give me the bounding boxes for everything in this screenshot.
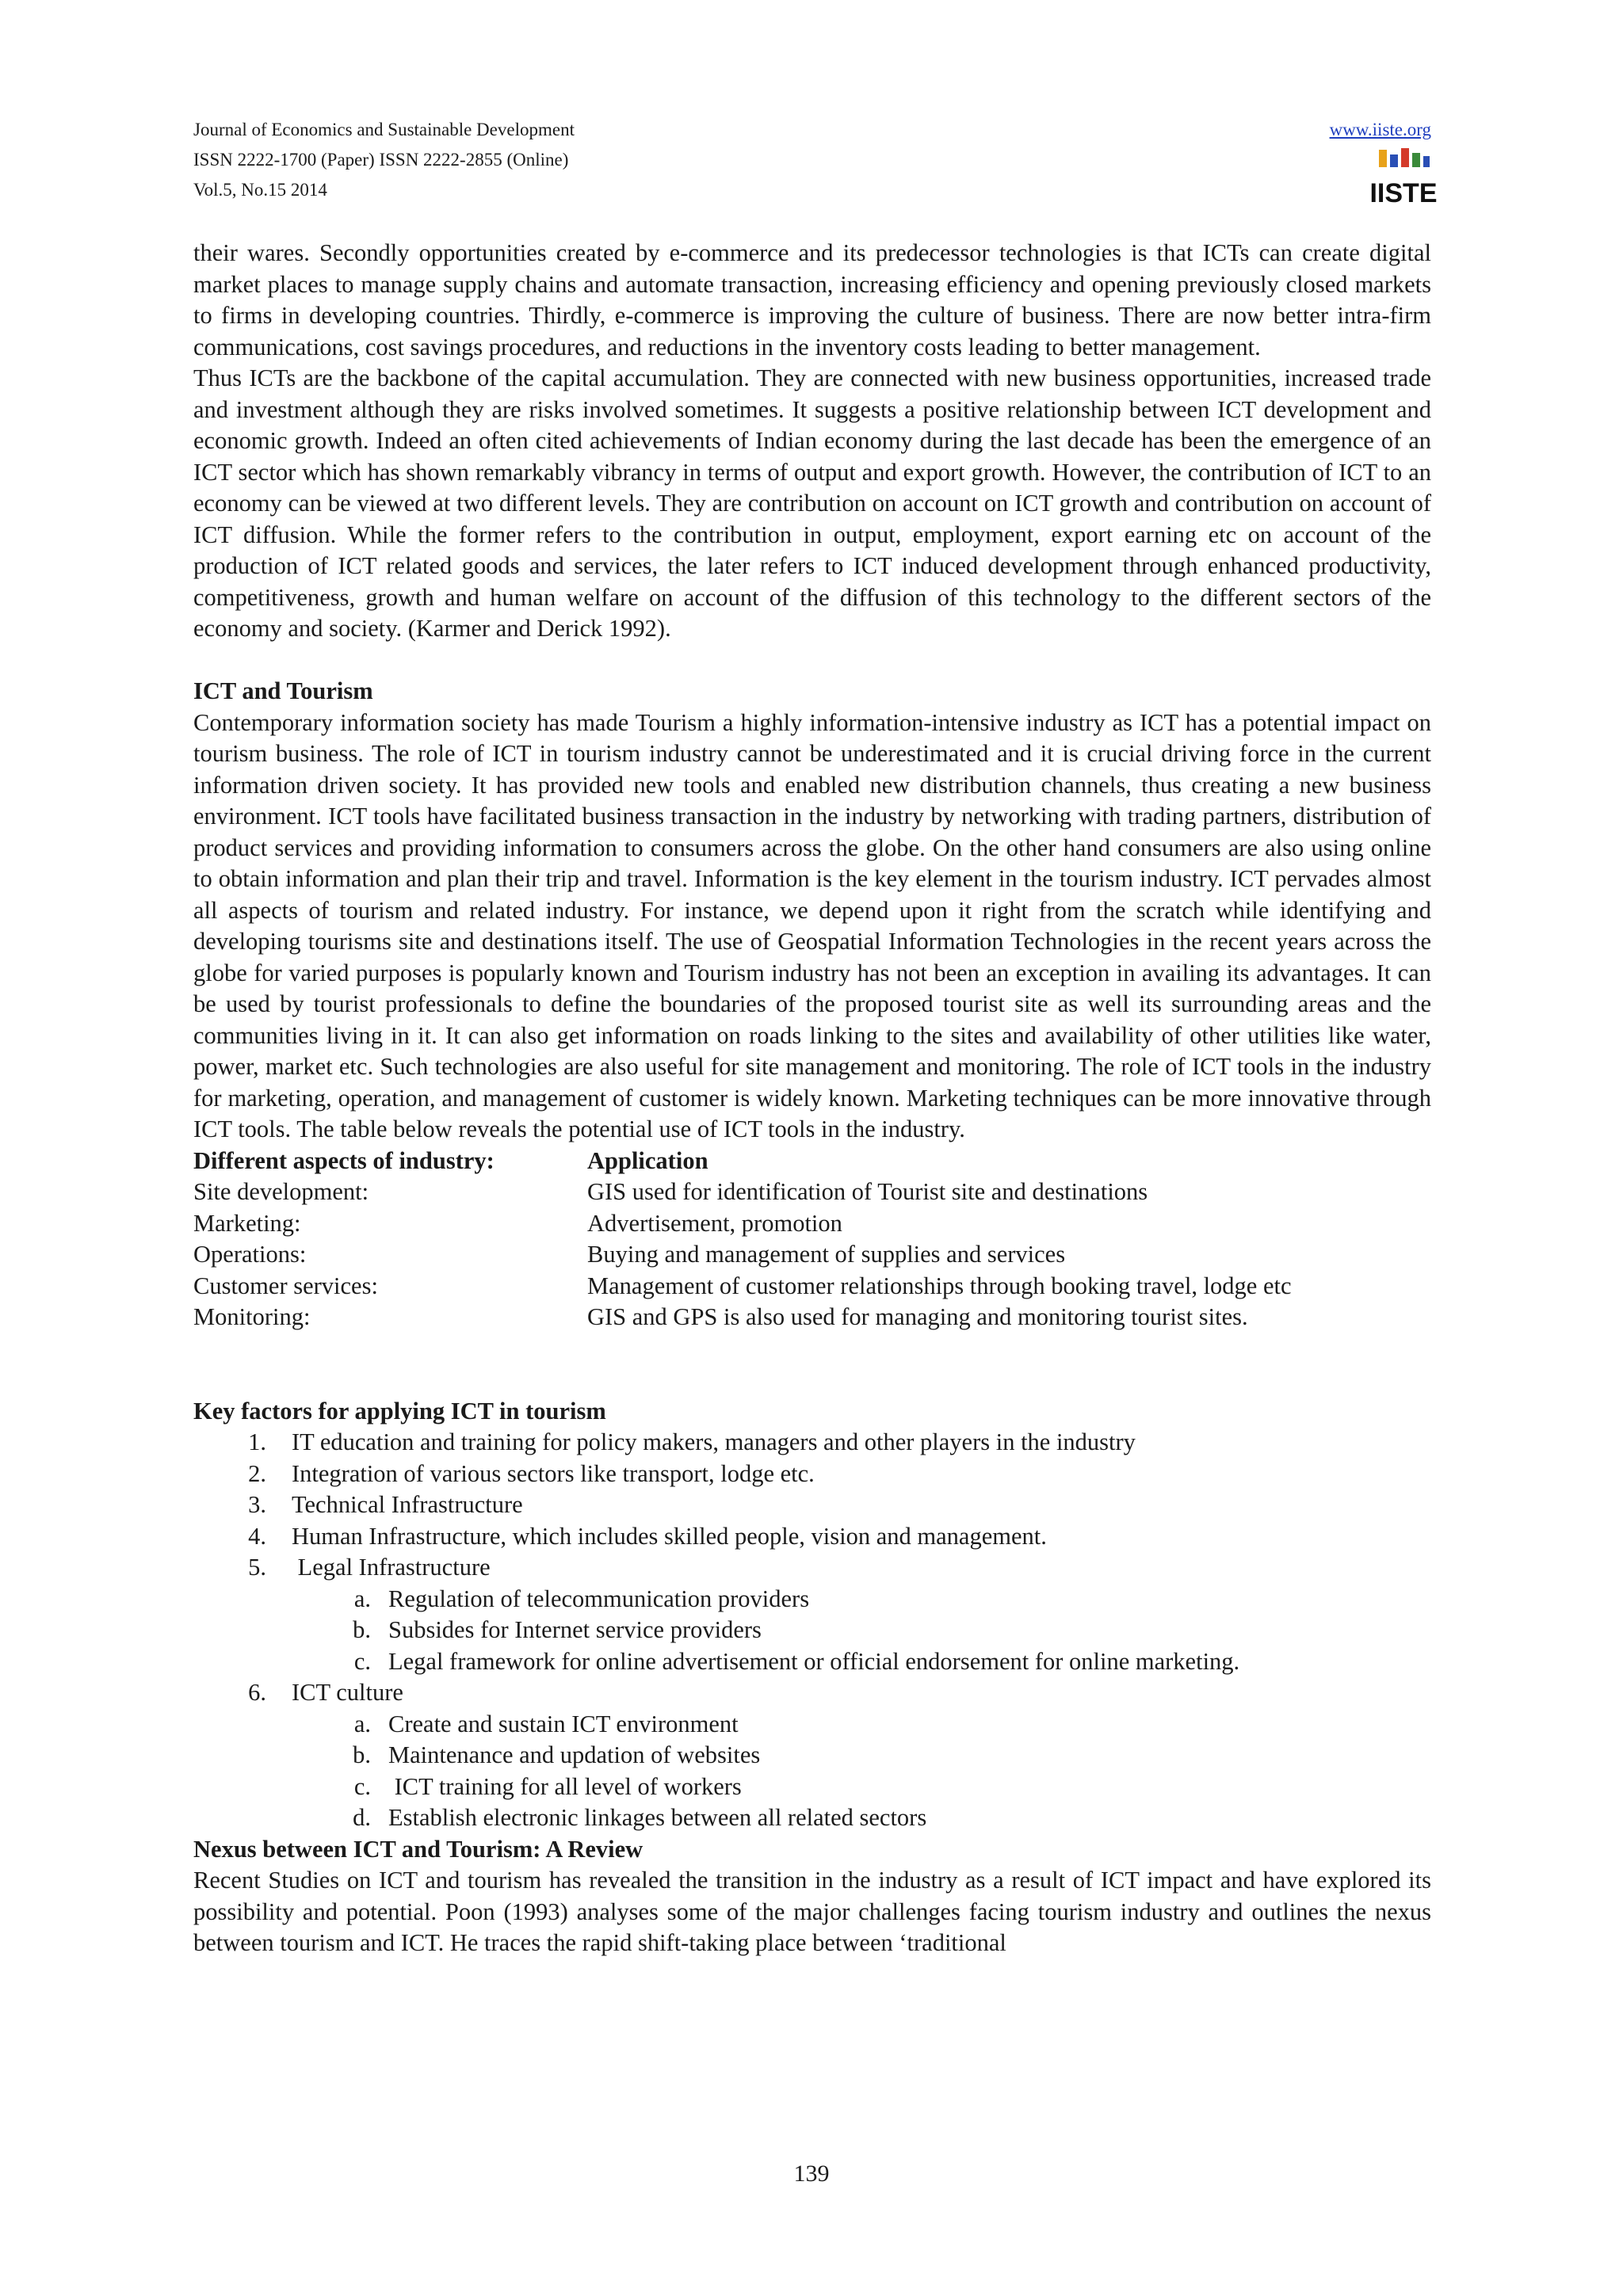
journal-title: Journal of Economics and Sustainable Development bbox=[193, 120, 575, 139]
table-cell-aspect: Site development: bbox=[193, 1178, 369, 1205]
sub-list-letter: b. bbox=[353, 1741, 371, 1768]
list-text: IT education and training for policy makers, managers and other players in the industry bbox=[292, 1428, 1136, 1455]
table-cell-application: GIS used for identification of Tourist site and destinations bbox=[587, 1178, 1148, 1205]
table-row bbox=[193, 1302, 1431, 1333]
list-item bbox=[193, 1489, 1431, 1521]
list-item bbox=[193, 1521, 1431, 1553]
sub-list-item bbox=[193, 1584, 1431, 1615]
article-body bbox=[193, 238, 1431, 1959]
table-header-application: Application bbox=[587, 1146, 708, 1174]
table-row bbox=[193, 1208, 1431, 1240]
list-number: 4. bbox=[248, 1522, 266, 1550]
list-number: 5. bbox=[248, 1554, 266, 1581]
logo-bar-4 bbox=[1412, 153, 1420, 167]
sub-list-text: Maintenance and updation of websites bbox=[388, 1741, 761, 1768]
list-item bbox=[193, 1552, 1431, 1584]
list-text: Integration of various sectors like transport, lodge etc. bbox=[292, 1459, 815, 1487]
table-cell-aspect: Operations: bbox=[193, 1241, 307, 1268]
table-row bbox=[193, 1271, 1431, 1302]
sub-list-item bbox=[193, 1802, 1431, 1834]
table-cell-aspect: Marketing: bbox=[193, 1209, 301, 1237]
sub-list-text: Regulation of telecommunication providers bbox=[388, 1585, 810, 1612]
sub-list-item bbox=[193, 1615, 1431, 1646]
list-item bbox=[193, 1677, 1431, 1709]
list-text: Technical Infrastructure bbox=[292, 1491, 523, 1518]
sub-list-letter: b. bbox=[353, 1616, 371, 1643]
sub-list-letter: a. bbox=[353, 1710, 371, 1737]
list-number: 6. bbox=[248, 1679, 266, 1706]
sub-list-letter: c. bbox=[353, 1647, 371, 1675]
list-item bbox=[193, 1427, 1431, 1459]
sub-list-item bbox=[193, 1646, 1431, 1678]
logo-bar-5 bbox=[1423, 156, 1430, 167]
iiste-logo-icon bbox=[1369, 147, 1438, 208]
table-cell-aspect: Monitoring: bbox=[193, 1303, 311, 1330]
journal-url-link[interactable]: www.iiste.org bbox=[1329, 120, 1431, 139]
table-cell-application: Management of customer relationships through booking travel, lodge etc bbox=[587, 1272, 1292, 1299]
ict-tourism-paragraph: Contemporary information society has made Tourism a highly information-intensive industry as ICT has a potential impact on tourism business. The role of ICT in tourism industry cannot be underestimated and it is crucial driving force in the current information driven society. It has provided new tools and enabled new distribution channels, thus creating a new business environment. ICT tools have facilitated business transaction in the industry by networking with trading partners, distribution of product services and providing information to consumers across the globe. On the other hand consumers are also using online to obtain information and plan their trip and travel. Information is the key element in the tourism industry. ICT pervades almost all aspects of tourism and related industry. For instance, we depend upon it right from the scratch while identifying and developing tourisms site and destinations itself. The use of Geospatial Information Technologies in the recent years across the globe for varied purposes is popularly known and Tourism industry has not been an exception in availing its advantages. It can be used by tourist professionals to define the boundaries of the proposed tourist site as well its surrounding areas and the communities living in it. It can also get information on roads linking to the sites and availability of other utilities like water, power, market etc. Such technologies are also useful for site management and monitoring. The role of ICT tools in the industry for marketing, operation, and management of customer is widely known. Marketing techniques can be more innovative through ICT tools. The table below reveals the potential use of ICT tools in the industry. bbox=[193, 708, 1431, 1142]
logo-bar-1 bbox=[1379, 150, 1387, 167]
list-item bbox=[193, 1459, 1431, 1490]
list-number: 1. bbox=[248, 1428, 266, 1455]
table-row bbox=[193, 1177, 1431, 1208]
section-heading-key-factors: Key factors for applying ICT in tourism bbox=[193, 1397, 606, 1425]
intro-paragraph-2: Thus ICTs are the backbone of the capital accumulation. They are connected with new business opportunities, increased trade and investment although they are risks involved sometimes. It suggests a positive relationship between ICT development and economic growth. Indeed an often cited achievements of Indian economy during the last decade has been the emergence of an ICT sector which has shown remarkably vibrancy in terms of output and export growth. However, the contribution of ICT to an economy can be viewed at two different levels. They are contribution on account on ICT growth and contribution on account of ICT diffusion. While the former refers to the contribution in output, employment, export earning etc on account of the production of ICT related goods and services, the later refers to ICT induced development through enhanced productivity, competitiveness, growth and human welfare on account of the diffusion of this technology to the different sectors of the economy and society. (Karmer and Derick 1992). bbox=[193, 364, 1431, 642]
sub-list-item bbox=[193, 1740, 1431, 1772]
table-header-row bbox=[193, 1146, 1431, 1177]
sub-list-text: Establish electronic linkages between all related sectors bbox=[388, 1804, 927, 1831]
spacer bbox=[193, 1333, 1431, 1396]
logo-text: IISTE bbox=[1369, 178, 1438, 208]
sub-list-letter: c. bbox=[353, 1772, 371, 1800]
sub-list-text: Subsides for Internet service providers bbox=[388, 1616, 762, 1643]
table-cell-application: GIS and GPS is also used for managing and monitoring tourist sites. bbox=[587, 1303, 1248, 1330]
key-factors-list bbox=[193, 1427, 1431, 1834]
table-cell-application: Buying and management of supplies and services bbox=[587, 1241, 1066, 1268]
running-header bbox=[193, 115, 1438, 210]
nexus-paragraph: Recent Studies on ICT and tourism has revealed the transition in the industry as a result of ICT impact and have explored its possibility and potential. Poon (1993) analyses some of the major challenges facing tourism industry and outlines the nexus between tourism and ICT. He traces the rapid shift-taking place between ‘traditional bbox=[193, 1867, 1431, 1956]
sub-list-letter: d. bbox=[353, 1804, 371, 1831]
table-cell-application: Advertisement, promotion bbox=[587, 1209, 842, 1237]
sub-list-letter: a. bbox=[353, 1585, 371, 1612]
table-header-aspect: Different aspects of industry: bbox=[193, 1146, 495, 1174]
journal-volume: Vol.5, No.15 2014 bbox=[193, 180, 327, 200]
list-text: Legal Infrastructure bbox=[292, 1554, 491, 1581]
list-text: Human Infrastructure, which includes skilled people, vision and management. bbox=[292, 1522, 1047, 1550]
intro-paragraph-1: their wares. Secondly opportunities created by e-commerce and its predecessor technologies is that ICTs can create digital market places to manage supply chains and automate transaction, increasing efficiency and opening previously closed markets to firms in developing countries. Thirdly, e-commerce is improving the culture of business. There are now better intra-firm communications, cost savings procedures, and reductions in the inventory costs leading to better management. bbox=[193, 239, 1431, 360]
journal-issn: ISSN 2222-1700 (Paper) ISSN 2222-2855 (Online) bbox=[193, 150, 569, 170]
table-row bbox=[193, 1239, 1431, 1271]
sub-list-text: Legal framework for online advertisement or official endorsement for online marketing. bbox=[388, 1647, 1240, 1675]
sub-list-text: ICT training for all level of workers bbox=[388, 1772, 742, 1800]
page-number: 139 bbox=[793, 2161, 830, 2187]
logo-bar-2 bbox=[1390, 154, 1398, 167]
applications-table bbox=[193, 1146, 1431, 1333]
sub-list-text: Create and sustain ICT environment bbox=[388, 1710, 739, 1737]
sub-list-item bbox=[193, 1709, 1431, 1741]
logo-bar-3 bbox=[1401, 148, 1409, 167]
list-number: 2. bbox=[248, 1459, 266, 1487]
section-heading-nexus: Nexus between ICT and Tourism: A Review bbox=[193, 1835, 643, 1863]
spacer bbox=[193, 645, 1431, 677]
sub-list-item bbox=[193, 1772, 1431, 1803]
section-heading-ict-tourism: ICT and Tourism bbox=[193, 677, 373, 704]
list-number: 3. bbox=[248, 1491, 266, 1518]
table-cell-aspect: Customer services: bbox=[193, 1272, 378, 1299]
list-text: ICT culture bbox=[292, 1679, 403, 1706]
